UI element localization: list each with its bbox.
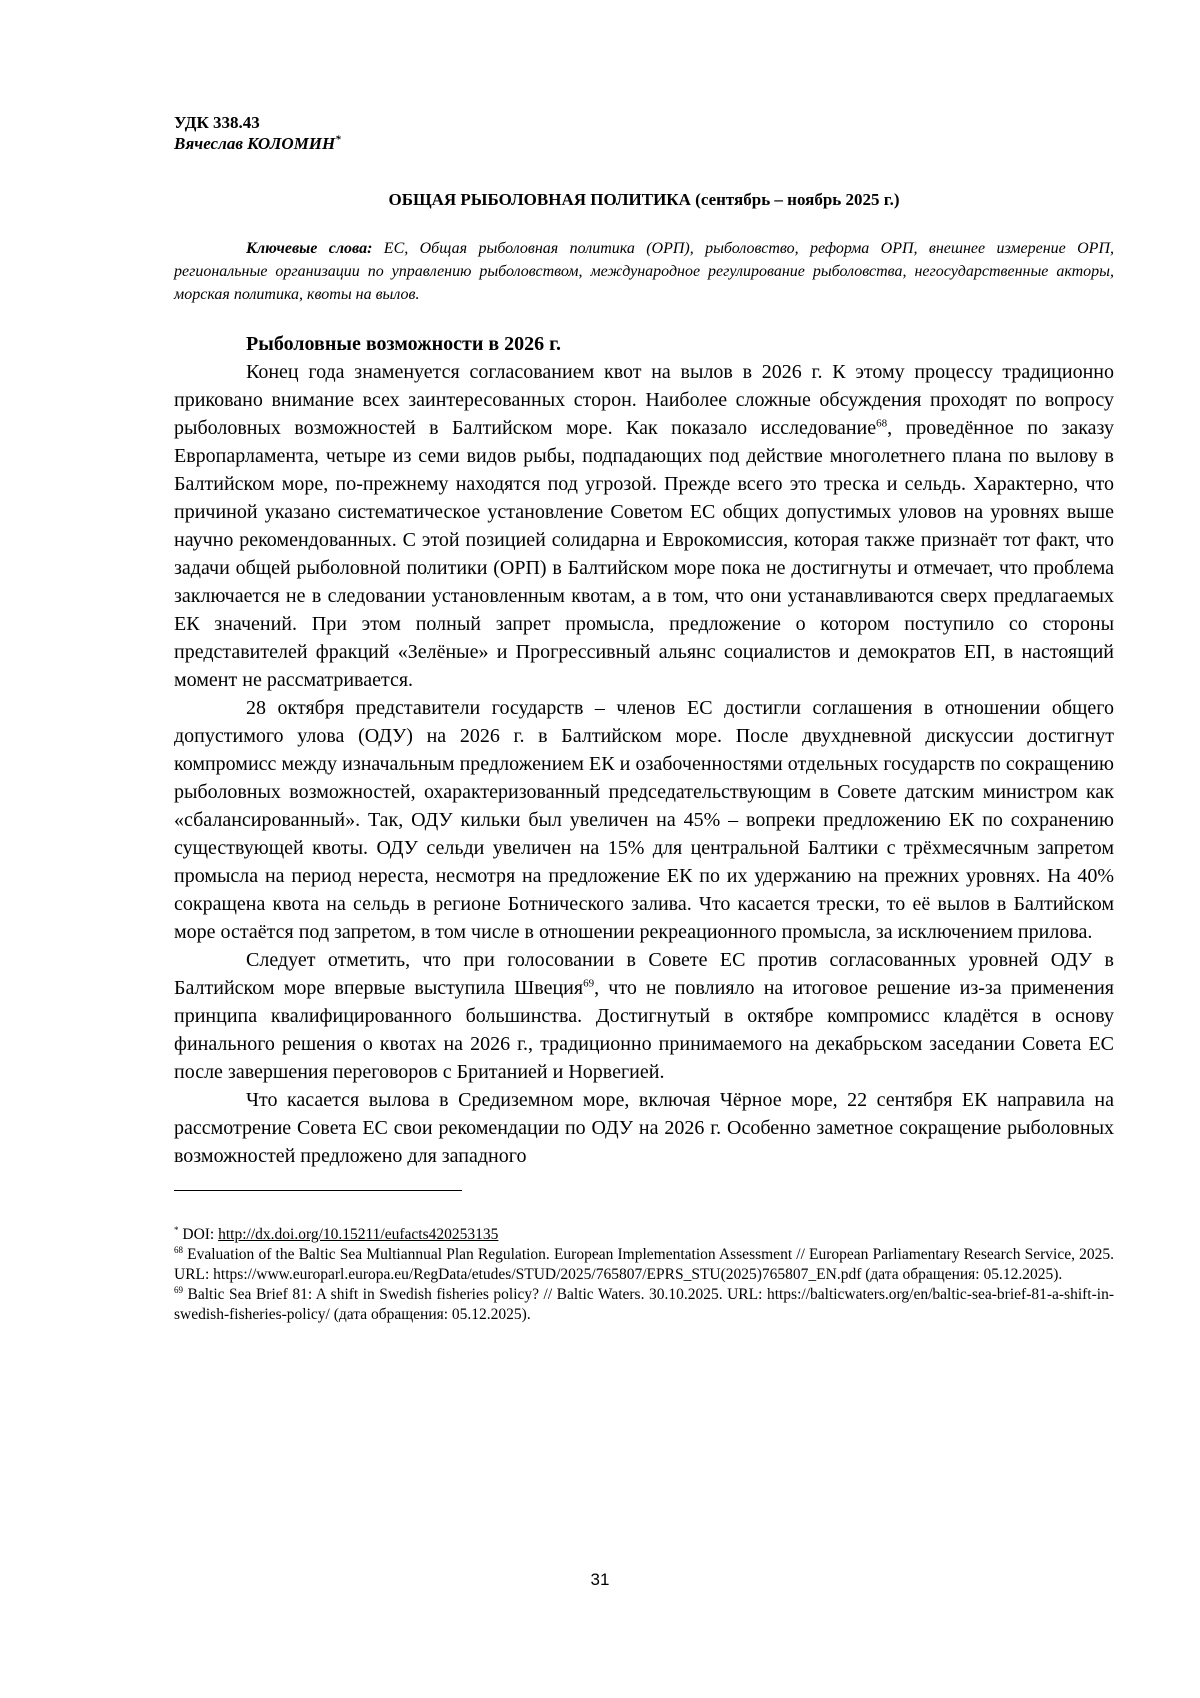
author-name	[174, 133, 1114, 155]
doi-link[interactable]: http://dx.doi.org/10.15211/eufacts420253135	[218, 1226, 499, 1243]
footnote-68	[174, 1245, 1114, 1285]
keywords-label: Ключевые слова:	[246, 240, 373, 257]
document-page	[174, 112, 1114, 1325]
footnote-doi	[174, 1225, 1114, 1245]
footnote-69	[174, 1285, 1114, 1325]
article-title: ОБЩАЯ РЫБОЛОВНАЯ ПОЛИТИКА (сентябрь – ноябрь 2025 г.)	[388, 190, 900, 209]
footnote-doi-mark: *	[174, 1224, 179, 1235]
paragraph-3	[174, 946, 1114, 1086]
footnote-68-mark: 68	[174, 1244, 183, 1255]
udk-code: УДК 338.43	[174, 113, 260, 132]
footnote-ref-68[interactable]: 68	[876, 417, 888, 430]
paragraph-1	[174, 358, 1114, 694]
author-footnote-mark: *	[335, 133, 341, 146]
paragraph-1-part-b: , проведённое по заказу Европарламента, четыре из семи видов рыбы, подпадающих под действие многолетнего плана по вылову в Балтийском море, по-прежнему находятся под угрозой. Прежде всего это треска и сельдь. Характерно, что причиной указано систематическое установление Советом ЕС общих допустимых уловов на уровнях выше научно рекомендованных. С этой позицией солидарна и Еврокомиссия, которая также признаёт тот факт, что задачи общей рыболовной политики (ОРП) в Балтийском море пока не достигнуты и отмечает, что проблема заключается не в следовании установленным квотам, а в том, что они устанавливаются сверх предлагаемых ЕК значений. При этом полный запрет промысла, предложение о котором поступило со стороны представителей фракций «Зелёные» и Прогрессивный альянс социалистов и демократов ЕП, в настоящий момент не рассматривается.	[174, 417, 1114, 691]
paragraph-3-part-b: , что не повлияло на итоговое решение из-за применения принципа квалифицированного большинства. Достигнутый в октябре компромисс кладётся в основу финального решения о квотах на 2026 г., традиционно принимаемого на декабрьском заседании Совета ЕС после завершения переговоров с Британией и Норвегией.	[174, 977, 1114, 1083]
footnote-divider	[174, 1190, 462, 1191]
footnote-69-text: Baltic Sea Brief 81: A shift in Swedish fisheries policy? // Baltic Waters. 30.10.2025. URL: https://balticwaters.org/en/baltic-sea-brief-81-a-shift-in-swedish-fisheries-policy/ (дата обращения: 05.12.2025).	[174, 1286, 1114, 1323]
paragraph-3-part-a: Следует отметить, что при голосовании в Совете ЕС против согласованных уровней ОДУ в Балтийском море впервые выступила Швеция	[174, 949, 1114, 999]
footnote-ref-69[interactable]: 69	[583, 977, 595, 990]
paragraph-2: 28 октября представители государств – членов ЕС достигли соглашения в отношении общего допустимого улова (ОДУ) на 2026 г. в Балтийском море. После двухдневной дискуссии достигнут компромисс между изначальным предложением ЕК и озабоченностями отдельных государств по сокращению рыболовных возможностей, охарактеризованный председательствующим в Совете датским министром как «сбалансированный». Так, ОДУ кильки был увеличен на 45% – вопреки предложению ЕК по сохранению существующей квоты. ОДУ сельди увеличен на 15% для центральной Балтики с трёхмесячным запретом промысла на период нереста, несмотря на предложение ЕК по их удержанию на прежних уровнях. На 40% сокращена квота на сельдь в регионе Ботнического залива. Что касается трески, то её вылов в Балтийском море остаётся под запретом, в том числе в отношении рекреационного промысла, за исключением прилова.	[174, 697, 1114, 943]
keywords-text: ЕС, Общая рыболовная политика (ОРП), рыболовство, реформа ОРП, внешнее измерение ОРП, региональные организации по управлению рыболовством, международное регулирование рыболовства, негосударственные акторы, морская политика, квоты на вылов.	[174, 240, 1115, 303]
footnotes	[174, 1225, 1114, 1325]
page-number: 31	[590, 1570, 610, 1589]
paragraph-1-part-a: Конец года знаменуется согласованием квот на вылов в 2026 г. К этому процессу традиционно приковано внимание всех заинтересованных сторон. Наиболее сложные обсуждения проходят по вопросу рыболовных возможностей в Балтийском море. Как показало исследование	[174, 361, 1114, 439]
footnote-68-text: Evaluation of the Baltic Sea Multiannual Plan Regulation. European Implementation Assessment // European Parliamentary Research Service, 2025. URL: https://www.europarl.europa.eu/RegData/etudes/STUD/2025/765807/EPRS_STU(2025)765807_EN.pdf (дата обращения: 05.12.2025).	[174, 1246, 1114, 1283]
keywords	[174, 237, 1114, 306]
footnote-doi-label: DOI:	[178, 1226, 219, 1243]
section-title: Рыболовные возможности в 2026 г.	[246, 333, 561, 355]
footnote-69-mark: 69	[174, 1284, 183, 1295]
paragraph-4: Что касается вылова в Средиземном море, включая Чёрное море, 22 сентября ЕК направила на рассмотрение Совета ЕС свои рекомендации по ОДУ на 2026 г. Особенно заметное сокращение рыболовных возможностей предложено для западного	[174, 1089, 1114, 1167]
author-name-text: Вячеслав КОЛОМИН	[174, 134, 336, 153]
